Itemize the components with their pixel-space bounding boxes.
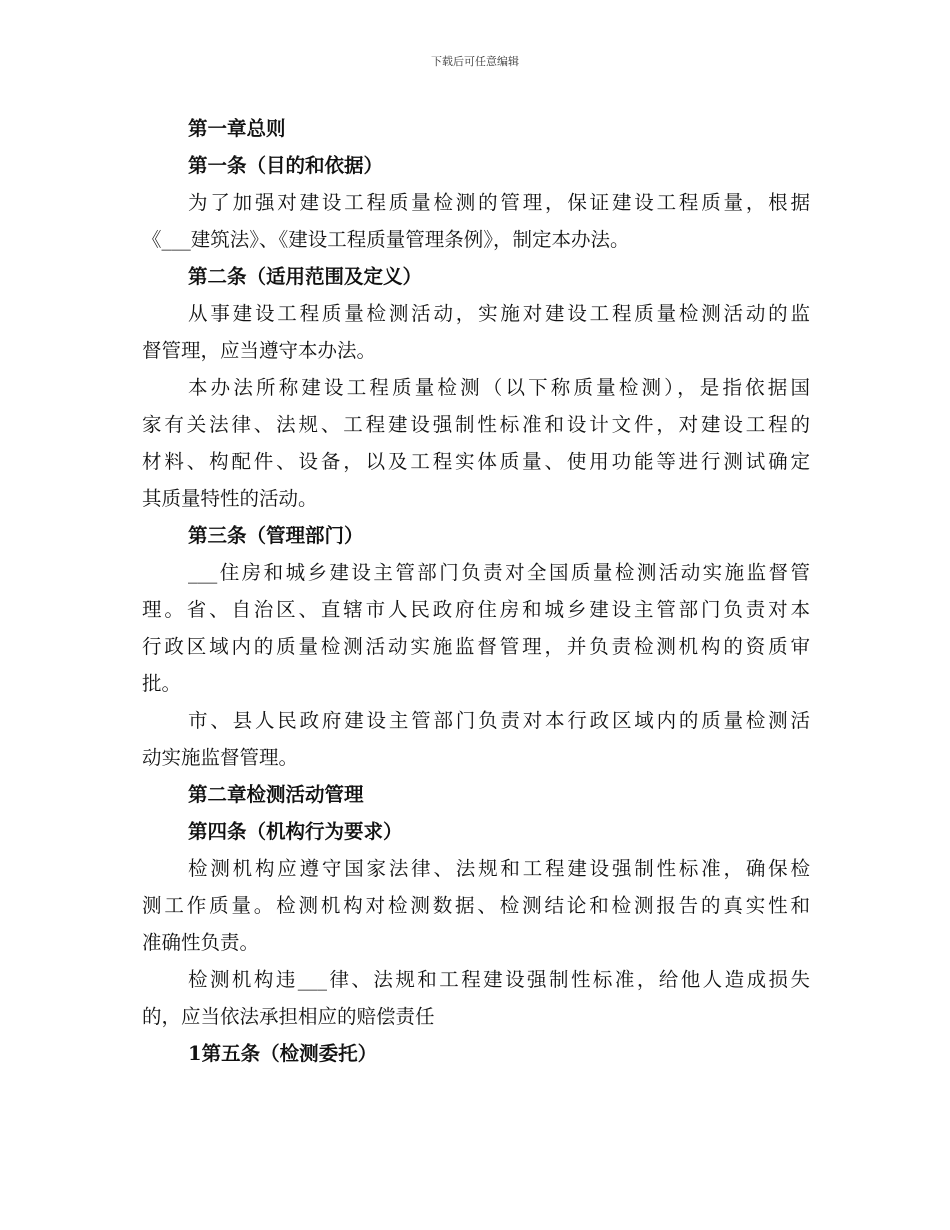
header-note: 下载后可任意编辑 bbox=[431, 55, 519, 68]
paragraph-line: 市、县人民政府建设主管部门负责对本行政区域内的质量检测活 bbox=[188, 709, 810, 732]
section-heading bbox=[142, 147, 810, 184]
paragraph-line: 家有关法律、法规、工程建设强制性标准和设计文件，对建设工程的 bbox=[142, 413, 810, 436]
paragraph-line: 的，应当依法承担相应的赔偿责任 bbox=[142, 1005, 435, 1028]
section-heading bbox=[142, 1035, 810, 1072]
heading-text: 第二章检测活动管理 bbox=[188, 783, 364, 806]
paragraph-line: 本办法所称建设工程质量检测（以下称质量检测），是指依据国 bbox=[188, 376, 810, 399]
paragraph-line: 为了加强对建设工程质量检测的管理，保证建设工程质量，根据 bbox=[188, 191, 810, 214]
paragraph-line: 准确性负责。 bbox=[142, 931, 260, 954]
paragraph bbox=[142, 369, 810, 517]
paragraph bbox=[142, 184, 810, 258]
paragraph-line: 检测机构应遵守国家法律、法规和工程建设强制性标准，确保检 bbox=[188, 857, 810, 880]
paragraph-line: 理。省、自治区、直辖市人民政府住房和城乡建设主管部门负责对本 bbox=[142, 598, 810, 621]
paragraph-line: 其质量特性的活动。 bbox=[142, 487, 318, 510]
section-heading bbox=[142, 258, 810, 295]
heading-text: 第一章总则 bbox=[188, 117, 286, 140]
paragraph-line: 动实施监督管理。 bbox=[142, 746, 299, 769]
section-heading bbox=[142, 517, 810, 554]
section-heading bbox=[142, 813, 810, 850]
heading-text: 第一条（目的和依据） bbox=[188, 154, 384, 177]
heading-text: 第二条（适用范围及定义） bbox=[188, 265, 423, 288]
paragraph-line: 督管理，应当遵守本办法。 bbox=[142, 339, 377, 362]
paragraph-line: 测工作质量。检测机构对检测数据、检测结论和检测报告的真实性和 bbox=[142, 894, 810, 917]
paragraph-line: 检测机构违___律、法规和工程建设强制性标准，给他人造成损失 bbox=[188, 968, 810, 991]
paragraph-line: 材料、构配件、设备，以及工程实体质量、使用功能等进行测试确定 bbox=[142, 450, 810, 473]
paragraph bbox=[142, 961, 810, 1035]
document-body bbox=[142, 110, 810, 1072]
heading-text: 第四条（机构行为要求） bbox=[188, 820, 403, 843]
paragraph-line: 《___建筑法》、《建设工程质量管理条例》，制定本办法。 bbox=[142, 228, 630, 251]
paragraph bbox=[142, 850, 810, 961]
section-heading bbox=[142, 776, 810, 813]
heading-text: 1第五条（检测委托） bbox=[188, 1042, 378, 1065]
heading-text: 第三条（管理部门） bbox=[188, 524, 364, 547]
paragraph bbox=[142, 295, 810, 369]
paragraph-line: ___住房和城乡建设主管部门负责对全国质量检测活动实施监督管 bbox=[188, 561, 810, 584]
paragraph bbox=[142, 554, 810, 702]
paragraph-line: 批。 bbox=[142, 672, 182, 695]
paragraph-line: 行政区域内的质量检测活动实施监督管理，并负责检测机构的资质审 bbox=[142, 635, 810, 658]
paragraph bbox=[142, 702, 810, 776]
section-heading bbox=[142, 110, 810, 147]
paragraph-line: 从事建设工程质量检测活动，实施对建设工程质量检测活动的监 bbox=[188, 302, 810, 325]
